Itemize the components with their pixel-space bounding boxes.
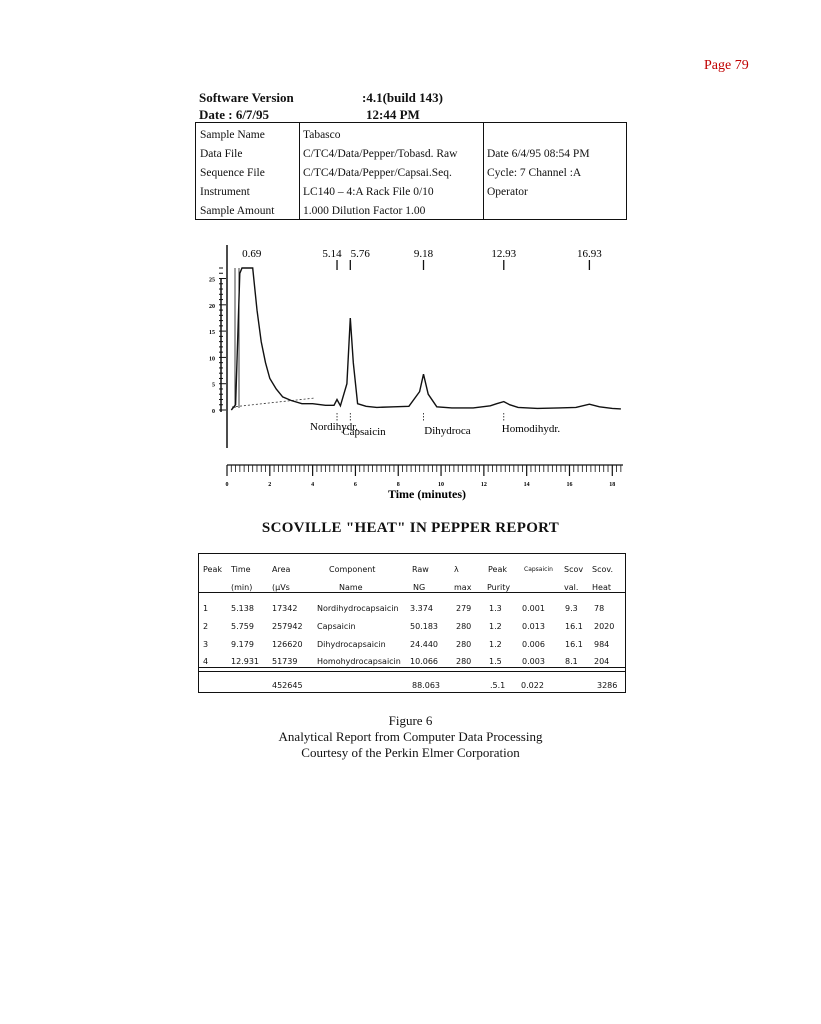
table-cell: 8.1 (565, 657, 578, 666)
row-underline (199, 667, 625, 668)
peak-marker-label: 12.93 (491, 248, 517, 260)
x-tick-label: 16 (566, 482, 573, 488)
table-cell: 126620 (272, 640, 303, 649)
table-cell: Nordihydrocapsaicin (317, 604, 399, 613)
col-header: (µVs (272, 583, 290, 592)
col-header: max (454, 583, 472, 592)
figure-caption-title: Figure 6 (388, 713, 433, 728)
x-tick-label: 14 (523, 482, 530, 488)
col-header: (min) (231, 583, 253, 592)
col-header: Time (231, 565, 251, 574)
x-tick-label: 4 (311, 482, 315, 488)
info-value: LC140 – 4:A Rack File 0/10 (303, 186, 434, 198)
x-axis-label: Time (minutes) (387, 487, 467, 501)
scoville-report-table (198, 553, 626, 693)
table-cell: 78 (594, 604, 605, 613)
x-tick-label: 6 (353, 482, 357, 488)
col-header: Scov. (592, 565, 614, 574)
total-raw-ng: 88.063 (412, 681, 440, 690)
info-values-column (299, 123, 484, 219)
col-header: Peak (203, 565, 222, 574)
date-label: Date : 6/7/95 (199, 107, 270, 122)
col-header: Raw (412, 565, 429, 574)
chromatogram-chart (195, 240, 630, 505)
col-header: Component (329, 565, 376, 574)
totals-divider (199, 671, 625, 672)
info-labels-column (196, 123, 300, 219)
table-cell: 4 (203, 657, 209, 666)
info-value: C/TC4/Data/Pepper/Tobasd. Raw (303, 148, 458, 160)
component-label: Homodihydr. (501, 423, 561, 435)
table-cell: 280 (456, 640, 472, 649)
figure-caption-credit: Courtesy of the Perkin Elmer Corporation (301, 745, 520, 760)
table-cell: 16.1 (565, 640, 583, 649)
table-cell: Dihydrocapsaicin (317, 640, 386, 649)
table-cell: 1.3 (489, 604, 502, 613)
col-header: Name (339, 583, 363, 592)
report-title: SCOVILLE "HEAT" IN PEPPER REPORT (261, 520, 560, 536)
info-value: Tabasco (303, 129, 341, 141)
page-number: Page 79 (704, 58, 749, 73)
table-cell: 1.2 (489, 640, 502, 649)
table-cell: 280 (456, 657, 472, 666)
table-cell: 0.006 (522, 640, 545, 649)
info-label: Sample Amount (200, 205, 275, 217)
total-capsaicin: 0.022 (521, 681, 544, 690)
x-tick-label: 2 (268, 482, 272, 488)
table-cell: 257942 (272, 622, 303, 631)
table-cell: 280 (456, 622, 472, 631)
component-label: Dihydroca (424, 425, 471, 437)
table-cell: 17342 (272, 604, 298, 613)
table-cell: 0.003 (522, 657, 545, 666)
table-cell: 0.001 (522, 604, 545, 613)
table-cell: 1.2 (489, 622, 502, 631)
table-cell: 0.013 (522, 622, 545, 631)
col-header: Scov (564, 565, 584, 574)
total-purity: .5.1 (490, 681, 506, 690)
table-cell: 1 (203, 604, 209, 613)
table-cell: 1.5 (489, 657, 502, 666)
table-cell: 3.374 (410, 604, 433, 613)
info-label: Sample Name (200, 129, 265, 141)
x-tick-label: 12 (480, 482, 487, 488)
y-tick-label: 10 (209, 356, 215, 363)
total-heat: 3286 (597, 681, 618, 690)
software-version-label: Software Version (199, 90, 294, 105)
figure-caption-line: Analytical Report from Computer Data Processing (278, 729, 543, 744)
x-tick-label: 10 (438, 482, 445, 488)
col-header: λ (454, 565, 459, 574)
run-date: Date 6/4/95 08:54 PM (487, 148, 590, 160)
table-cell: 12.931 (231, 657, 259, 666)
table-cell: 51739 (272, 657, 298, 666)
table-cell: 279 (456, 604, 472, 613)
info-value: C/TC4/Data/Pepper/Capsai.Seq. (303, 167, 452, 179)
table-cell: Capsaicin (317, 622, 356, 631)
y-tick-label: 20 (209, 303, 215, 310)
col-header: val. (564, 583, 579, 592)
peak-marker-label: 9.18 (413, 248, 434, 260)
peak-marker-label: 5.14 (322, 248, 342, 260)
x-tick-label: 18 (609, 482, 616, 488)
time-value: 12:44 PM (366, 107, 420, 122)
component-label: Capsaicin (342, 426, 386, 438)
run-cycle: Cycle: 7 Channel :A (487, 167, 582, 179)
table-cell: 204 (594, 657, 610, 666)
y-tick-label: 25 (209, 277, 215, 284)
run-operator: Operator (487, 186, 528, 198)
table-cell: 24.440 (410, 640, 438, 649)
table-cell: Homohydrocapsaicin (317, 657, 401, 666)
col-header: Heat (592, 583, 611, 592)
table-cell: 50.183 (410, 622, 438, 631)
x-tick-label: 0 (225, 482, 229, 488)
table-cell: 2020 (594, 622, 615, 631)
baseline-dashed (232, 398, 315, 407)
software-version-value: :4.1(build 143) (362, 90, 443, 105)
y-tick-label: 5 (212, 382, 215, 389)
peak-marker-label: 0.69 (242, 248, 262, 260)
total-area: 452645 (272, 681, 303, 690)
x-tick-label: 8 (396, 482, 400, 488)
table-cell: 10.066 (410, 657, 438, 666)
y-tick-label: 15 (209, 330, 215, 337)
y-tick-label: 0 (212, 409, 215, 415)
info-label: Data File (200, 148, 243, 160)
col-header: Purity (487, 583, 511, 592)
component-label: Nordihydr. (310, 421, 359, 433)
table-cell: 9.3 (565, 604, 578, 613)
sample-info-box (195, 122, 627, 220)
table-cell: 5.759 (231, 622, 254, 631)
table-cell: 5.138 (231, 604, 254, 613)
col-header: Capsaicin (524, 566, 553, 573)
header-divider (199, 592, 625, 593)
info-label: Sequence File (200, 167, 265, 179)
col-header: NG (413, 583, 426, 592)
col-header: Area (272, 565, 291, 574)
info-value: 1.000 Dilution Factor 1.00 (303, 205, 426, 217)
table-cell: 2 (203, 622, 209, 631)
signal-line (231, 268, 621, 410)
peak-marker-label: 5.76 (350, 248, 370, 260)
table-cell: 3 (203, 640, 209, 649)
peak-marker-label: 16.93 (577, 248, 602, 260)
table-cell: 9.179 (231, 640, 254, 649)
col-header: Peak (488, 565, 507, 574)
info-run-column (483, 123, 626, 219)
table-cell: 984 (594, 640, 610, 649)
info-label: Instrument (200, 186, 250, 198)
table-cell: 16.1 (565, 622, 583, 631)
